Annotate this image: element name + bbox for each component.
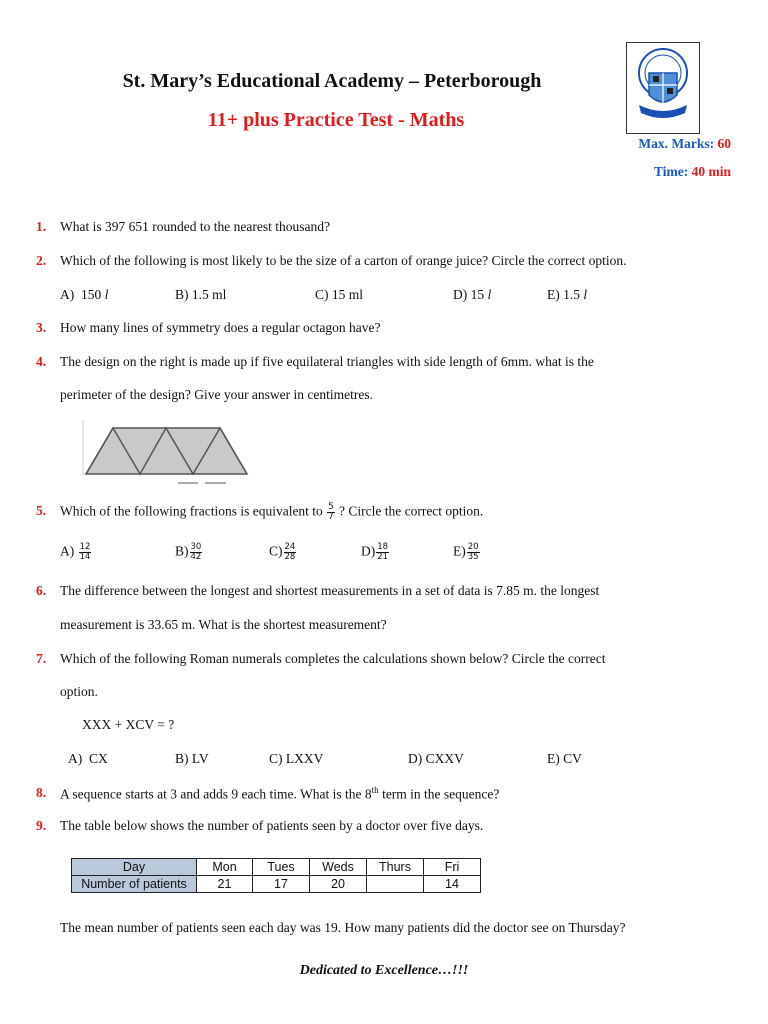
question-text: The design on the right is made up if five equilateral triangles with side length of 6mm. what is the bbox=[60, 354, 594, 369]
question-text: Which of the following fractions is equivalent to $\frac{5}{7}$ ? Circle the correct option. bbox=[60, 502, 484, 522]
option-c[interactable]: C) LXXV bbox=[269, 751, 324, 766]
option-c[interactable]: C) 15 ml bbox=[315, 287, 364, 302]
option-b[interactable]: B) LV bbox=[175, 751, 209, 766]
option-a[interactable]: A) 150 l bbox=[60, 287, 109, 302]
table-header-cell: Tues bbox=[253, 859, 310, 876]
option-a[interactable]: A) $\frac{12}{14}$ bbox=[60, 542, 91, 562]
time-label: Time: bbox=[653, 164, 689, 179]
table-row bbox=[72, 876, 481, 893]
question-number: 3. bbox=[36, 320, 47, 335]
question-text: Which of the following Roman numerals completes the calculations shown below? Circle the correct bbox=[60, 651, 606, 666]
school-name: St. Mary’s Educational Academy – Peterborough bbox=[122, 70, 542, 92]
question-number: 5. bbox=[36, 503, 47, 518]
max-marks-label: Max. Marks: bbox=[638, 136, 715, 151]
table-header-cell: Weds bbox=[310, 859, 367, 876]
question-text-continued: perimeter of the design? Give your answer in centimetres. bbox=[60, 387, 374, 402]
option-e[interactable]: E) 1.5 l bbox=[547, 287, 588, 302]
question-text: The difference between the longest and shortest measurements in a set of data is 7.85 m. the longest bbox=[60, 583, 600, 598]
question-text-continued: option. bbox=[60, 684, 98, 699]
max-marks-value: 60 bbox=[717, 136, 731, 151]
question-number: 7. bbox=[36, 651, 47, 666]
table-cell: 20 bbox=[310, 876, 367, 893]
table-header-cell: Day bbox=[72, 859, 197, 876]
option-d[interactable]: D) CXXV bbox=[408, 751, 464, 766]
question-number: 4. bbox=[36, 354, 47, 369]
question-text: What is 397 651 rounded to the nearest thousand? bbox=[60, 219, 330, 234]
footer-motto: Dedicated to Excellence…!!! bbox=[299, 963, 469, 978]
option-e[interactable]: E) CV bbox=[547, 751, 582, 766]
option-a[interactable]: A) CX bbox=[68, 751, 108, 766]
question-text-continued: measurement is 33.65 m. What is the shortest measurement? bbox=[60, 617, 387, 632]
table-header-cell: Fri bbox=[424, 859, 481, 876]
table-row-label: Number of patients bbox=[72, 876, 197, 893]
patients-table bbox=[71, 858, 481, 893]
expression-text: XXX + XCV = ? bbox=[82, 717, 175, 732]
question-number: 6. bbox=[36, 583, 47, 598]
table-cell: 21 bbox=[197, 876, 253, 893]
question-number: 1. bbox=[36, 219, 47, 234]
question-number: 2. bbox=[36, 253, 47, 268]
test-title: 11+ plus Practice Test - Maths bbox=[207, 109, 465, 131]
table-cell-blank[interactable] bbox=[367, 876, 424, 893]
question-text: How many lines of symmetry does a regular octagon have? bbox=[60, 320, 381, 335]
option-b[interactable]: B) 1.5 ml bbox=[175, 287, 227, 302]
question-text: A sequence starts at 3 and adds 9 each time. What is the 8th term in the sequence? bbox=[60, 785, 500, 802]
question-text: The table below shows the number of patients seen by a doctor over five days. bbox=[60, 818, 484, 833]
table-cell: 14 bbox=[424, 876, 481, 893]
time-limit bbox=[654, 164, 731, 180]
question-number: 8. bbox=[36, 785, 47, 800]
table-header-cell: Mon bbox=[197, 859, 253, 876]
triangle-design bbox=[80, 420, 255, 486]
question-text: Which of the following is most likely to be the size of a carton of orange juice? Circle the correct option. bbox=[60, 253, 627, 268]
school-logo bbox=[626, 42, 700, 134]
option-d[interactable]: D) $\frac{18}{21}$ bbox=[361, 542, 389, 562]
option-c[interactable]: C) $\frac{24}{28}$ bbox=[269, 542, 296, 562]
option-d[interactable]: D) 15 l bbox=[453, 287, 492, 302]
question-text-continued: The mean number of patients seen each day was 19. How many patients did the doctor see on Thursday? bbox=[60, 920, 626, 935]
table-header-cell: Thurs bbox=[367, 859, 424, 876]
reference-fraction: $\frac{5}{7}$ bbox=[328, 502, 334, 522]
max-marks bbox=[638, 136, 731, 152]
question-number: 9. bbox=[36, 818, 47, 833]
table-cell: 17 bbox=[253, 876, 310, 893]
time-value: 40 min bbox=[691, 164, 731, 179]
option-b[interactable]: B) $\frac{30}{42}$ bbox=[175, 542, 202, 562]
table-header-row bbox=[72, 859, 481, 876]
option-e[interactable]: E) $\frac{20}{35}$ bbox=[453, 542, 479, 562]
